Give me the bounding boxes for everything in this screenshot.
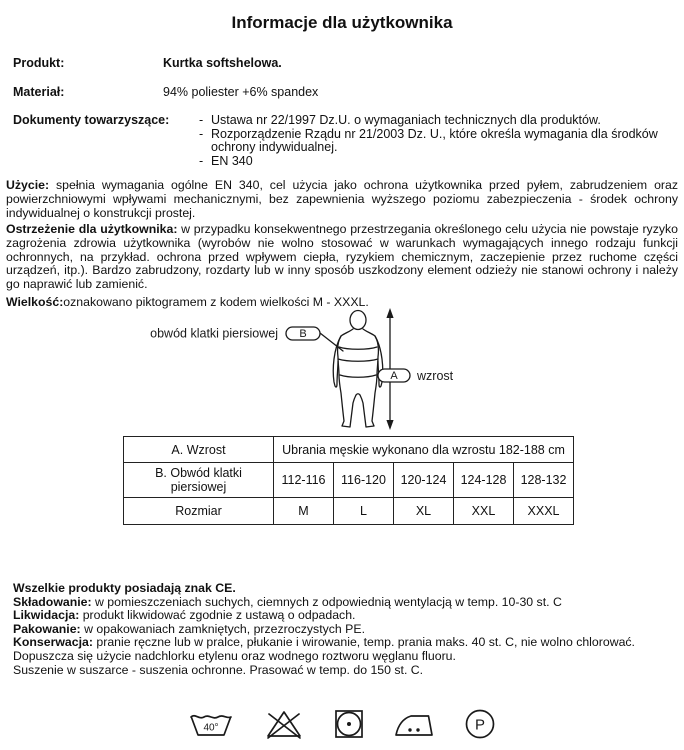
documents-list [199,114,681,168]
list-item: - EN 340 [199,153,253,168]
table-cell: 116-120 [334,463,394,498]
size-text: oznakowano piktogramem z kodem wielkości M - XXXL. [63,295,369,309]
solvent-line: Dopuszcza się użycie nadchlorku etylenu oraz wodnego roztworu węglanu fluoru. [13,648,456,663]
page-title: Informacje dla użytkownika [231,13,453,32]
do-not-bleach-icon [263,708,305,740]
storage-line: Składowanie: w pomieszczeniach suchych, ciemnych z odpowiednią wentylacją w temp. 10-30 st. C [13,594,562,609]
row-header: B. Obwód klatki piersiowej [124,463,274,498]
size-label: Wielkość: [6,295,64,309]
material-value: 94% poliester +6% spandex [163,85,319,99]
usage-label: Użycie: [6,178,50,192]
documents-row [13,114,681,168]
wash-40-icon [188,708,234,740]
warning-text: w przypadku konsekwentnego przestrzegania określonego celu użycia nie powstaje ryzyko zagrożenia zdrowia użytkownika (wyrobów nie wolno stosować w warunkach wymagających innego rodzaju funkcji ochronnych, na przykład. ochrona przed wpływem ciepła, ryzykiem chemicznym, zaczepienie przez ruchome części urządzeń, itp.). Bardzo zabrudzony, rozdarty lub w inny sposób uszkodzony element odzieży nie stanowi ochrony i należy go naprawić lub zamienić. [6,222,678,292]
human-figure-icon [333,311,383,428]
table-cell: 124-128 [454,463,514,498]
table-cell: L [334,498,394,525]
svg-text:40°: 40° [203,722,219,734]
product-value: Kurtka softshelowa. [163,56,282,70]
height-code-text: A [390,370,398,382]
product-row [13,57,282,71]
warning-paragraph [6,223,678,292]
chest-pointer-line [320,333,343,351]
row-header: A. Wzrost [124,437,274,463]
chest-code-text: B [299,328,307,340]
dry-clean-p-icon [464,708,496,740]
maintenance-line: Konserwacja: pranie ręczne lub w pralce, płukanie i wirowanie, temp. prania maks. 40 st. C, nie wolno chlorować. [13,635,635,650]
usage-paragraph [6,179,678,220]
row-header: Rozmiar [124,498,274,525]
ce-statement: Wszelkie produkty posiadają znak CE. [13,581,236,595]
product-label: Produkt: [13,56,65,70]
height-measure-label: wzrost [417,369,454,383]
care-symbols-row [0,703,684,745]
tumble-dry-icon [334,708,364,740]
table-row [124,498,574,525]
usage-text: spełnia wymagania ogólne EN 340, cel użycia jako ochrona użytkownika przed pyłem, zabrudzeniem oraz powierzchniowymi wpływami mechanicznymi, bez zapewnienia wyższego poziomu zabezpieczenia - środek ochrony indywidualnej o konstrukcji prostej. [6,178,678,220]
table-cell: 112-116 [274,463,334,498]
table-cell: XXXL [514,498,574,525]
table-cell: 120-124 [394,463,454,498]
iron-two-dots-icon [393,708,435,740]
table-cell: 128-132 [514,463,574,498]
size-table [123,436,574,525]
table-row [124,463,574,498]
table-cell: M [274,498,334,525]
chest-measure-label: obwód klatki piersiowej [150,326,278,341]
material-row [13,86,318,100]
documents-label: Dokumenty towarzyszące: [13,113,170,127]
warning-label: Ostrzeżenie dla użytkownika: [6,222,178,236]
drying-line: Suszenie w suszarce - suszenia ochronne. Prasować w temp. do 150 st. C. [13,662,424,677]
table-row [124,437,574,463]
table-cell: Ubrania męskie wykonano dla wzrostu 182-188 cm [274,437,574,463]
list-item: - Ustawa nr 22/1997 Dz.U. o wymaganiach technicznych dla produktów. [199,113,601,127]
disposal-line: Likwidacja: produkt likwidować zgodnie z ustawą o odpadach. [13,608,356,623]
size-pictogram [120,305,580,443]
table-cell: XL [394,498,454,525]
list-item: - Rozporządzenie Rządu nr 21/2003 Dz. U., które określa wymagania dla środków ochrony indywidualnej. [199,126,658,154]
svg-text:P: P [474,716,486,734]
material-label: Materiał: [13,85,65,99]
table-cell: XXL [454,498,514,525]
packaging-line: Pakowanie: w opakowaniach zamkniętych, przezroczystych PE. [13,621,365,636]
care-instructions [13,582,678,677]
